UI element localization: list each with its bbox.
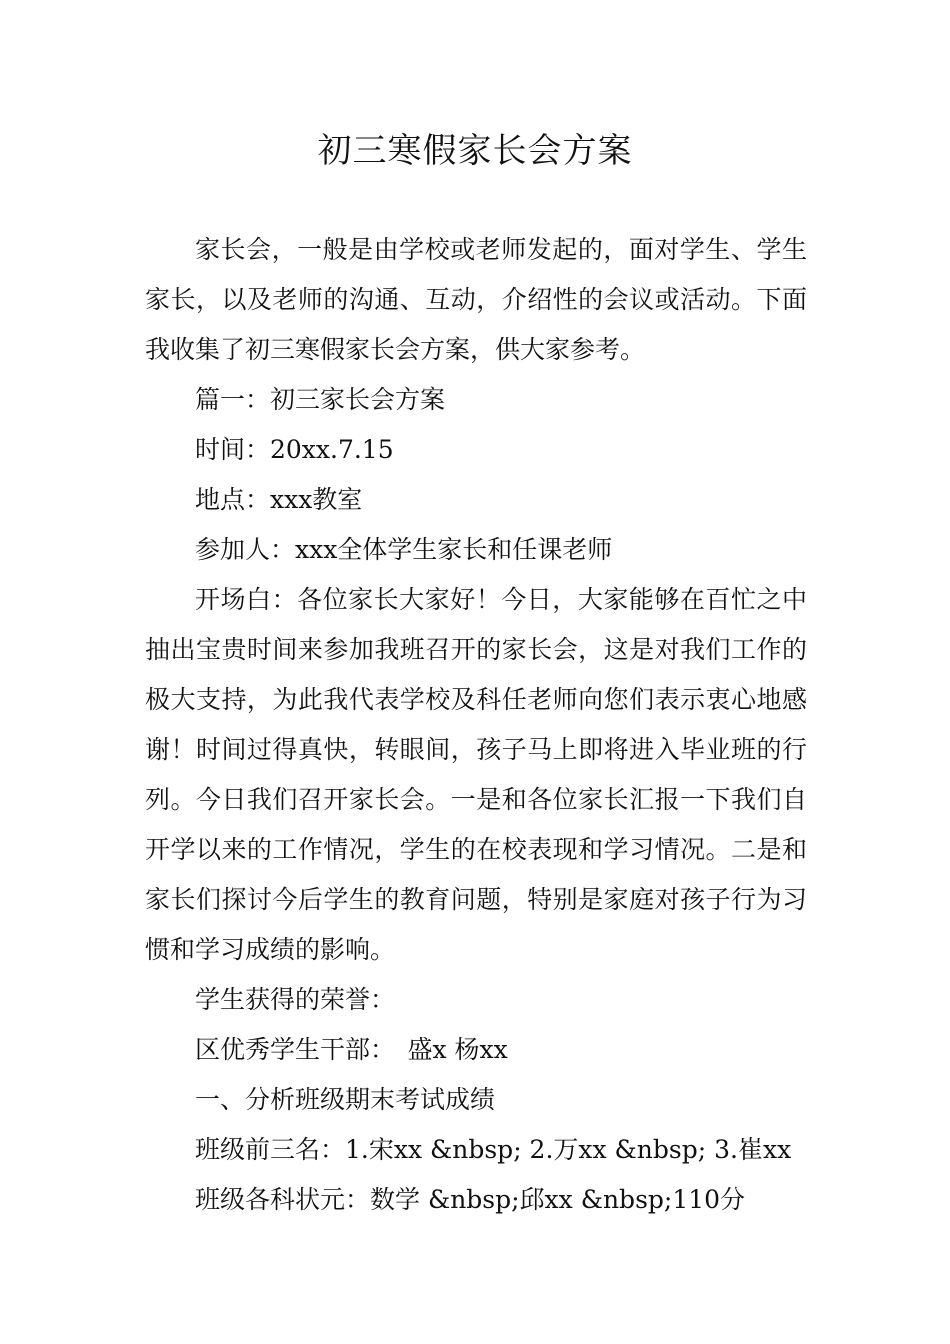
section-heading: 篇一：初三家长会方案 xyxy=(195,385,446,414)
subject-champions: 班级各科状元：数学 &nbsp;邱xx &nbsp;110分 xyxy=(195,1185,746,1214)
opening-remarks: 开场白：各位家长大家好！今日，大家能够在百忙之中抽出宝贵时间来参加我班召开的家长会，这是对我们工作的极大支持，为此我代表学校及科任老师向您们表示衷心地感谢！时间过得真快，转眼间，孩子马上即将进入毕业班的行列。今日我们召开家长会。一是和各位家长汇报一下我们自开学以来的工作情况，学生的在校表现和学习情况。二是和家长们探讨今后学生的教育问题，特别是家庭对孩子行为习惯和学习成绩的影响。 xyxy=(145,585,807,964)
document-body xyxy=(145,225,807,1225)
honors-item: 区优秀学生干部： 盛x 杨xx xyxy=(195,1035,508,1064)
top-three-students: 班级前三名：1.宋xx &nbsp; 2.万xx &nbsp; 3.崔xx xyxy=(195,1135,792,1164)
honors-heading: 学生获得的荣誉： xyxy=(195,985,396,1014)
meeting-time: 时间：20xx.7.15 xyxy=(195,435,394,464)
document-title: 初三寒假家长会方案 xyxy=(317,131,633,171)
exam-analysis-heading: 一、分析班级期末考试成绩 xyxy=(195,1085,496,1114)
meeting-attendees: 参加人：xxx全体学生家长和任课老师 xyxy=(195,535,613,564)
meeting-location: 地点：xxx教室 xyxy=(195,485,363,514)
intro-paragraph: 家长会，一般是由学校或老师发起的，面对学生、学生家长，以及老师的沟通、互动，介绍性的会议或活动。下面我收集了初三寒假家长会方案，供大家参考。 xyxy=(145,235,807,364)
